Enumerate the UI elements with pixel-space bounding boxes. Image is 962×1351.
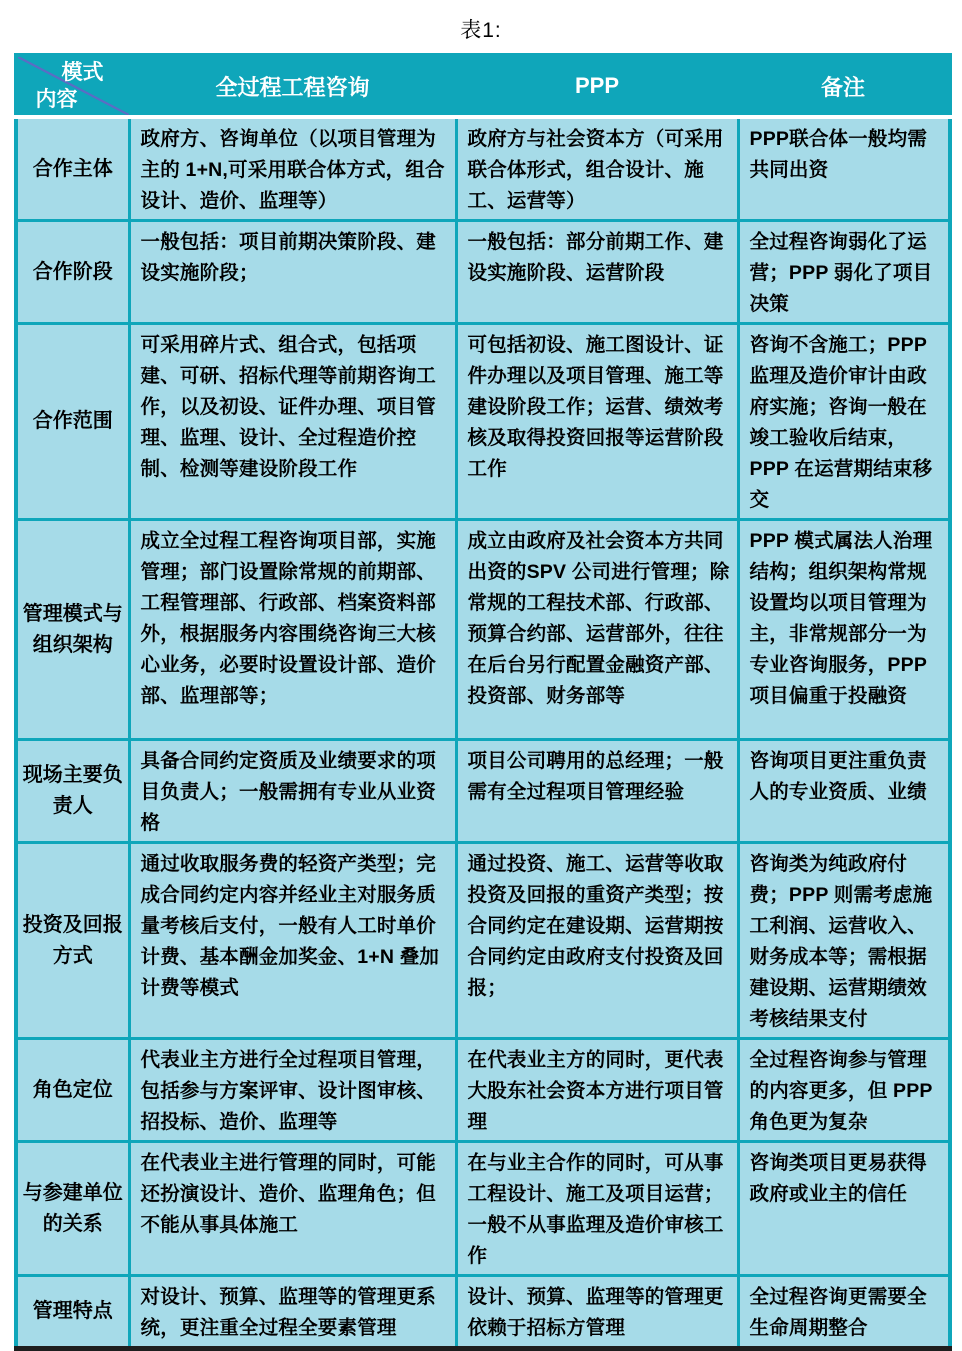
row-header-cell: 现场主要负责人 <box>16 740 129 843</box>
row-header-cell: 合作阶段 <box>16 221 129 324</box>
table-title: 表1: <box>460 19 502 42</box>
row-header-cell: 角色定位 <box>16 1039 129 1142</box>
cell-consulting: 通过收取服务费的轻资产类型；完成合同约定内容并经业主对服务质量考核后支付，一般有人工时单价计费、基本酬金加奖金、1+N 叠加计费等模式 <box>129 843 456 1039</box>
cell-remark: 咨询类项目更易获得政府或业主的信任 <box>738 1142 950 1276</box>
cell-consulting: 在代表业主进行管理的同时，可能还扮演设计、造价、监理角色；但不能从事具体施工 <box>129 1142 456 1276</box>
row-header-cell: 合作范围 <box>16 324 129 520</box>
table-row <box>16 117 950 221</box>
cell-consulting: 具备合同约定资质及业绩要求的项目负责人；一般需拥有专业从业资格 <box>129 740 456 843</box>
table-row <box>16 1039 950 1142</box>
cell-remark: PPP联合体一般均需共同出资 <box>738 117 950 221</box>
cell-remark: PPP 模式属法人治理结构；组织架构常规设置均以项目管理为主，非常规部分一为专业咨询服务，PPP 项目偏重于投融资 <box>738 520 950 740</box>
cell-ppp: 项目公司聘用的总经理；一般需有全过程项目管理经验 <box>456 740 738 843</box>
cell-consulting: 政府方、咨询单位（以项目管理为主的 1+N,可采用联合体方式，组合设计、造价、监理等） <box>129 117 456 221</box>
row-header-cell: 投资及回报方式 <box>16 843 129 1039</box>
table-row <box>16 324 950 520</box>
comparison-table <box>14 53 952 1351</box>
cell-remark: 全过程咨询参与管理的内容更多，但 PPP 角色更为复杂 <box>738 1039 950 1142</box>
column-header-consulting: 全过程工程咨询 <box>129 55 456 117</box>
corner-label-mode: 模式 <box>61 61 104 84</box>
cell-ppp: 政府方与社会资本方（可采用联合体形式，组合设计、施工、运营等） <box>456 117 738 221</box>
cell-ppp: 设计、预算、监理等的管理更依赖于招标方管理 <box>456 1276 738 1349</box>
cell-consulting: 可采用碎片式、组合式，包括项建、可研、招标代理等前期咨询工作，以及初设、证件办理、项目管理、监理、设计、全过程造价控制、检测等建设阶段工作 <box>129 324 456 520</box>
cell-remark: 全过程咨询更需要全生命周期整合 <box>738 1276 950 1349</box>
row-header-cell: 管理特点 <box>16 1276 129 1349</box>
cell-consulting: 对设计、预算、监理等的管理更系统，更注重全过程全要素管理 <box>129 1276 456 1349</box>
header-row <box>16 55 950 117</box>
cell-remark: 咨询不含施工；PPP监理及造价审计由政府实施；咨询一般在竣工验收后结束，PPP 在运营期结束移交 <box>738 324 950 520</box>
table-row <box>16 1276 950 1349</box>
row-header-cell: 与参建单位的关系 <box>16 1142 129 1276</box>
table-row <box>16 740 950 843</box>
table-row <box>16 520 950 740</box>
cell-consulting: 一般包括：项目前期决策阶段、建设实施阶段； <box>129 221 456 324</box>
row-header-cell: 合作主体 <box>16 117 129 221</box>
column-header-ppp: PPP <box>456 55 738 117</box>
cell-ppp: 一般包括：部分前期工作、建设实施阶段、运营阶段 <box>456 221 738 324</box>
cell-remark: 咨询类为纯政府付费；PPP 则需考虑施工利润、运营收入、财务成本等；需根据建设期、运营期绩效考核结果支付 <box>738 843 950 1039</box>
column-header-remark: 备注 <box>738 55 950 117</box>
cell-ppp: 通过投资、施工、运营等收取投资及回报的重资产类型；按合同约定在建设期、运营期按合同约定由政府支付投资及回报； <box>456 843 738 1039</box>
cell-ppp: 可包括初设、施工图设计、证件办理以及项目管理、施工等建设阶段工作；运营、绩效考核及取得投资回报等运营阶段工作 <box>456 324 738 520</box>
cell-remark: 全过程咨询弱化了运营；PPP 弱化了项目决策 <box>738 221 950 324</box>
cell-ppp: 成立由政府及社会资本方共同出资的SPV 公司进行管理；除常规的工程技术部、行政部、预算合约部、运营部外，往往在后台另行配置金融资产部、投资部、财务部等 <box>456 520 738 740</box>
corner-label-content: 内容 <box>35 88 78 111</box>
cell-remark: 咨询项目更注重负责人的专业资质、业绩 <box>738 740 950 843</box>
table-row <box>16 221 950 324</box>
corner-header-cell <box>16 55 129 117</box>
cell-consulting: 成立全过程工程咨询项目部，实施管理；部门设置除常规的前期部、工程管理部、行政部、档案资料部外，根据服务内容围绕咨询三大核心业务，必要时设置设计部、造价部、监理部等； <box>129 520 456 740</box>
cell-ppp: 在代表业主方的同时，更代表大股东社会资本方进行项目管理 <box>456 1039 738 1142</box>
table-row <box>16 843 950 1039</box>
cell-consulting: 代表业主方进行全过程项目管理，包括参与方案评审、设计图审核、招投标、造价、监理等 <box>129 1039 456 1142</box>
cell-ppp: 在与业主合作的同时，可从事工程设计、施工及项目运营；一般不从事监理及造价审核工作 <box>456 1142 738 1276</box>
row-header-cell: 管理模式与组织架构 <box>16 520 129 740</box>
table-row <box>16 1142 950 1276</box>
